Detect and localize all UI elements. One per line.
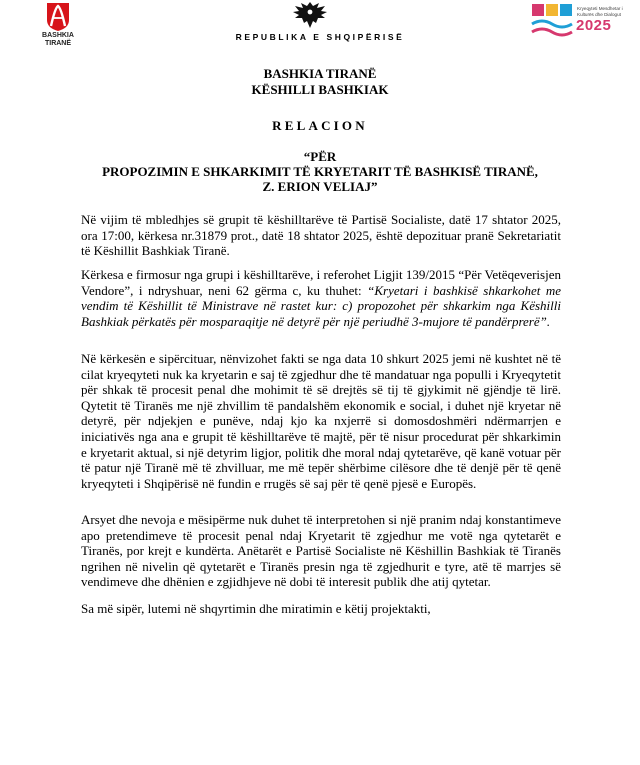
logo-caption-line2: TIRANË (44, 40, 72, 47)
logo-caption-line1: BASHKIA (42, 32, 74, 39)
culture-logo-text: Kryeqyteti Mesdhetar i Kulturës dhe Dialogut (577, 6, 623, 17)
subject-line2: PROPOZIMIN E SHKARKIMIT TË KRYETARIT TË BASHKISË TIRANË, (102, 164, 538, 179)
paragraph-2 (81, 267, 561, 329)
culture-capital-mark-icon (530, 2, 576, 40)
institution-line2: KËSHILLI BASHKIAK (251, 82, 389, 97)
albanian-eagle-emblem-icon (292, 0, 328, 30)
paragraph-2-text: Kërkesa e firmosur nga grupi i këshilltarëve, i referohet Ligjit 139/2015 “Për Vetëqeverisjen Vendore”, i ndryshuar, neni 62 gërma c, ku thuhet: (81, 267, 561, 298)
tirana-shield-icon (46, 2, 70, 32)
paragraph-4: Arsyet dhe nevoja e mësipërme nuk duhet të interpretohen si një pranim ndaj konstantimeve apo pretendimeve të procesit penal ndaj Kryetarit të zgjedhur me votë nga qytetarët e Tiranës, por krejt e kundërta. Anëtarët e Partisë Socialiste në Këshillin Bashkiak të Tiranës ngrihen në nivelin që qytetarët e Tiranës presin nga të zgjedhurit e tyre, atë të marrjes së vendimeve dhe dhënien e zgjidhjeve në dobi të interesit publik dhe atij qytetar. (81, 512, 561, 590)
paragraph-5: Sa më sipër, lutemi në shqyrtimin dhe miratimin e këtij projektakti, (81, 601, 431, 616)
subject-line1: “PËR (303, 149, 337, 164)
document-type: RELACION (272, 118, 368, 133)
subject-line3: Z. ERION VELIAJ” (262, 179, 378, 194)
letterhead (0, 0, 640, 50)
culture-logo-year: 2025 (576, 17, 612, 34)
paragraph-3: Në kërkesën e sipërcituar, nënvizohet fakti se nga data 10 shkurt 2025 jemi në kushtet në të cilat kryeqyteti nuk ka kryetarin e saj të zgjedhur dhe të mandatuar nga populli i Kryeqytetit për shkak të procesit penal dhe mohimit të së drejtës së tij të gjykimit në gjëndje të lirë. Qytetit të Tiranës me një zhvillim të pandalshëm ekonomik e social, i duhet një kryetar në detyrë, për ndjekjen e punëve, ndaj kjo ka nxjerrë si domosdoshmëri ndërmarrjen e iniciativës nga ana e grupit të këshilltarëve të majtë, për të nisur procedurat për shkarkimin e kryetarit aktual, si një detyrim ligjor, politik dhe moral ndaj qytetarëve, që kanë votuar për të patur një Tiranë më të zhvilluar, me më tepër shërbime cilësore dhe të denjë për të qenë kryeqyteti i Shqipërisë në fundin e rrugës së saj për të qenë pjesë e Europës. (81, 351, 561, 491)
capital-of-culture-2025-logo (530, 2, 634, 40)
republic-header: REPUBLIKA E SHQIPËRISË (235, 32, 405, 42)
institution-line1: BASHKIA TIRANË (263, 66, 377, 81)
law-quote: “Kryetari i bashkisë shkarkohet me vendim të Këshillit të Ministrave në rastet kur: c) propozohet për shkarkim nga Këshilli Bashkiak përkatës për mosparaqitje në detyrë për një periudhë 3-mujore të pandërprerë”. (81, 282, 561, 329)
paragraph-1: Në vijim të mbledhjes së grupit të këshilltarëve të Partisë Socialiste, datë 17 shtator 2025, ora 17:00, kërkesa nr.31879 prot., datë 18 shtator 2025, është depozituar pranë Sekretariatit të Këshillit Bashkiak Tiranë. (81, 212, 561, 259)
